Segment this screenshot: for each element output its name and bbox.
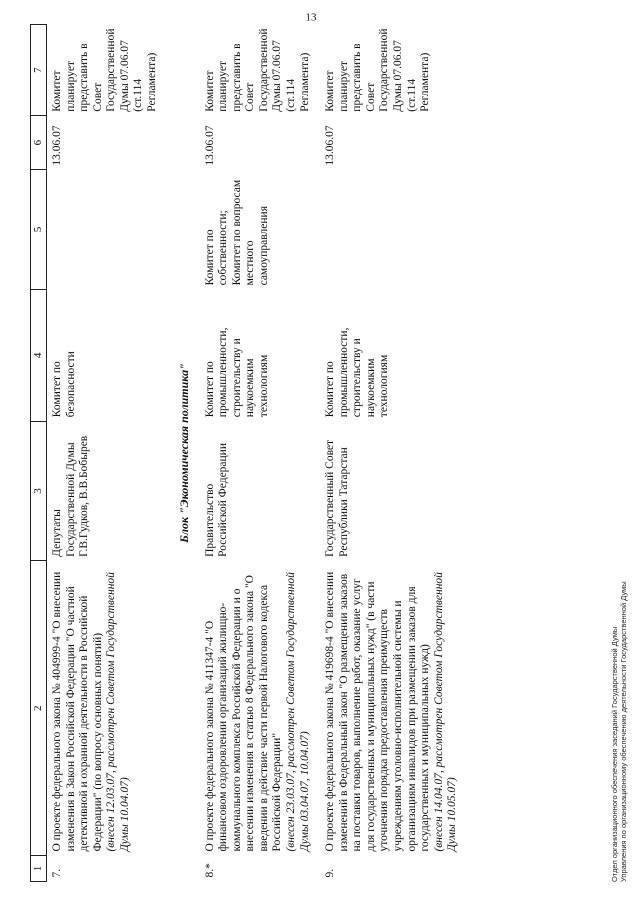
table-row [46, 25, 167, 882]
column-header: 4 [31, 289, 47, 421]
co-executor-cell: Комитет по собственности; Комитет по вопросам местного самоуправления [203, 179, 270, 286]
bill-submission-note: (внесен 14.04.07, рассмотрен Советом Государственной Думы 10.05.07) [432, 572, 459, 852]
column-number-row [31, 25, 47, 882]
footer-line: Отдел организационного обеспечения заседаний Государственной Думы [610, 626, 619, 882]
block-title: Блок "Экономическая политика" [177, 363, 192, 543]
bill-cell [46, 561, 167, 856]
date-cell: 13.06.07 [203, 125, 216, 166]
bill-cell [320, 561, 468, 856]
author-cell: Правительство Российской Федерации [203, 443, 230, 557]
table-row [320, 25, 468, 882]
page-footer [610, 581, 629, 882]
committee-cell: Комитет по безопасности [50, 351, 77, 418]
page-number: 13 [305, 11, 317, 24]
item-number: 9. [324, 868, 337, 878]
table-row [200, 25, 321, 882]
column-header: 1 [31, 856, 47, 882]
remark-cell: Комитет планирует представить в Совет Государственной Думы 07.06.07 (ст.114 Регламента) [203, 28, 311, 112]
column-header: 2 [31, 561, 47, 856]
bill-submission-note: (внесен 12.03.07, рассмотрен Советом Государственной Думы 10.04.07) [105, 572, 131, 852]
item-number: 7. [50, 868, 63, 878]
footer-line: Управления по организационному обеспечению деятельности Государственной Думы [619, 581, 629, 882]
remark-cell: Комитет планирует представить в Совет Государственной Думы 07.06.07 (ст.114 Регламента) [50, 28, 158, 112]
column-header: 6 [31, 116, 47, 170]
column-header: 7 [31, 25, 47, 116]
bill-title: О проекте федерального закона № 404999-4 "О внесении изменения в Закон Российской Федерации "О частной детективной и охранной деятельности в Российской Федерации" (по вопросу основных понятий) [50, 571, 104, 852]
column-header: 3 [31, 421, 47, 561]
committee-cell: Комитет по промышленности, строительству и наукоемким технологиям [324, 327, 391, 418]
bill-submission-note: (внесен 23.03.07, рассмотрен Советом Государственной Думы 03.04.07, 10.04.07) [285, 572, 311, 852]
column-header: 5 [31, 170, 47, 290]
bill-cell [200, 561, 321, 856]
committee-cell: Комитет по промышленности, строительству и наукоемким технологиям [203, 327, 270, 418]
agenda-table [30, 24, 468, 882]
co-executor-cell [320, 170, 468, 290]
bill-title: О проекте федерального закона № 411347-4 "О финансовом оздоровлении организаций жилищно-коммунального комплекса Российской Федерации и о внесении изменения в статью 8 Федерального закона "О введении в действие части первой Налогового кодекса Российской Федерации" [203, 575, 284, 852]
bill-title: О проекте федерального закона № 419698-4 "О внесении изменений в Федеральный закон "О размещении заказов на поставки товаров, выполнение работ, оказание услуг для государственных и муниципальных нужд" (в части уточнения порядка предоставления преимуществ учреждениям уголовно-исполнительной системы и организациям инвалидов при размещении заказов для государственных и муниципальных нужд) [324, 571, 432, 852]
block-heading-row [167, 25, 199, 882]
author-cell: Депутаты Государственной Думы Г.В.Гудков, В.В.Бобырев [50, 435, 91, 557]
date-cell: 13.06.07 [50, 125, 63, 166]
remark-cell: Комитет планирует представить в Совет Государственной Думы 07.06.07 (ст.114 Регламента) [324, 28, 432, 112]
date-cell: 13.06.07 [324, 125, 337, 166]
co-executor-cell [46, 170, 167, 290]
item-number: 8.* [203, 863, 216, 878]
author-cell: Государственный Совет Республики Татарстан [324, 439, 350, 557]
